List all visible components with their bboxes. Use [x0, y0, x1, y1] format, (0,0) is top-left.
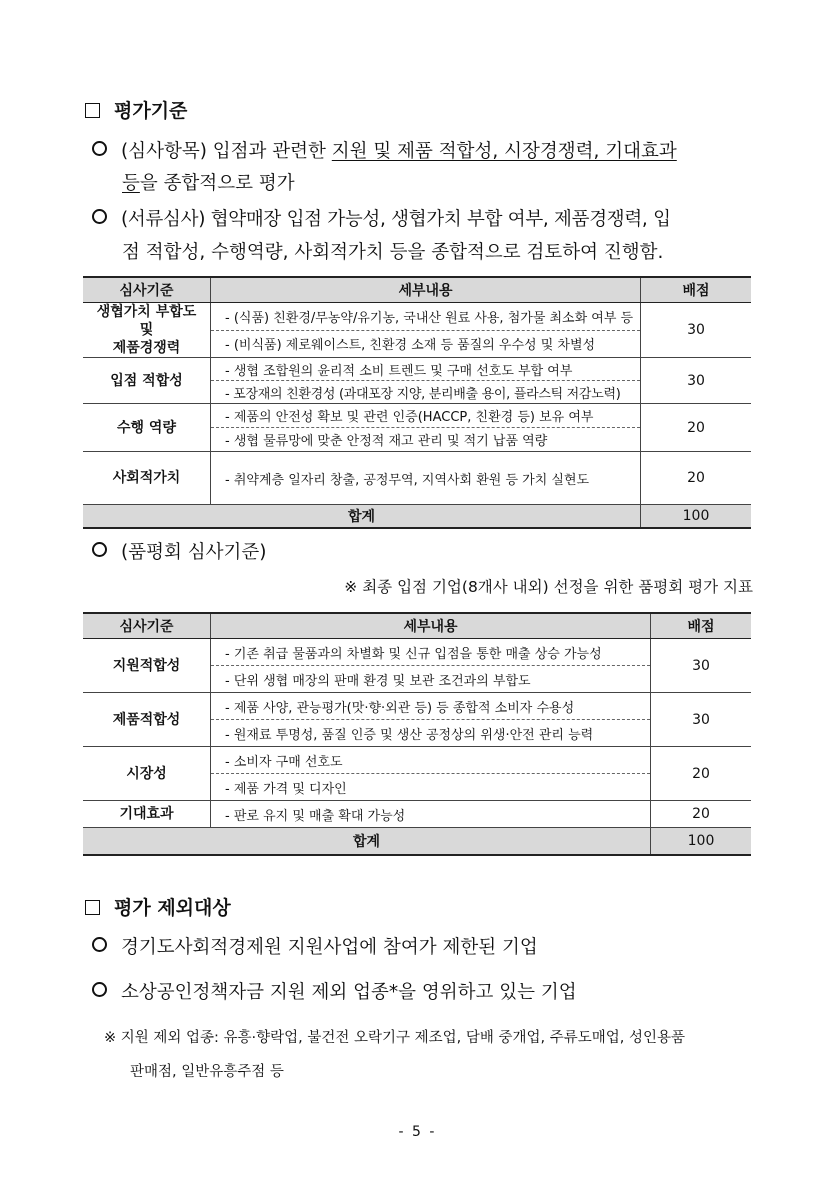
section-heading-criteria [85, 96, 187, 123]
total-label: 합계 [83, 505, 641, 529]
bullet-tasting-criteria [92, 540, 266, 566]
score-cell: 30 [641, 303, 752, 358]
detail-cell: - 단위 생협 매장의 판매 환경 및 보관 조건과의 부합도 [211, 666, 651, 693]
tasting-note: ※ 최종 입점 기업(8개사 내외) 선정을 위한 품평회 평가 지표 [344, 578, 753, 596]
bullet-text: 경기도사회적경제원 지원사업에 참여가 제한된 기업 [121, 937, 538, 958]
table-row [83, 358, 751, 381]
total-row [83, 505, 751, 529]
checkbox-square-icon [85, 900, 100, 915]
score-cell: 20 [651, 747, 752, 801]
tasting-review-table [83, 612, 751, 856]
criterion-cell: 사회적가치 [83, 452, 211, 505]
detail-cell: - 제품의 안전성 확보 및 관련 인증(HACCP, 친환경 등) 보유 여부 [211, 404, 641, 428]
criterion-cell: 시장성 [83, 747, 211, 801]
score-cell: 30 [641, 358, 752, 404]
total-row [83, 828, 751, 856]
table-row [83, 639, 751, 666]
bullet-underlined-text: 지원 및 제품 적합성, 시장경쟁력, 기대효과 [331, 141, 677, 162]
detail-cell: - 판로 유지 및 매출 확대 가능성 [211, 801, 651, 828]
circle-bullet-icon [92, 141, 107, 156]
circle-bullet-icon [92, 937, 107, 952]
column-header-details: 세부내용 [211, 613, 651, 639]
detail-cell: - (비식품) 제로웨이스트, 친환경 소재 등 품질의 우수성 및 차별성 [211, 330, 641, 358]
criterion-cell: 수행 역량 [83, 404, 211, 452]
bullet-exclusion-2 [92, 980, 577, 1006]
bullet-document-review [92, 207, 671, 233]
table-row [83, 404, 751, 428]
detail-cell: - 생협 물류망에 맞춘 안정적 재고 관리 및 적기 납품 역량 [211, 428, 641, 452]
bullet-continuation [122, 171, 295, 197]
table-row [83, 693, 751, 720]
score-cell: 20 [651, 801, 752, 828]
score-cell: 20 [641, 452, 752, 505]
document-review-table [83, 276, 751, 529]
exclusion-note-continuation: 판매점, 일반유흥주점 등 [130, 1064, 284, 1080]
detail-cell: - 제품 가격 및 디자인 [211, 774, 651, 801]
column-header-score: 배점 [641, 277, 752, 303]
continuation-text: 을 종합적으로 평가 [139, 173, 295, 194]
table-row [83, 303, 751, 331]
checkbox-square-icon [85, 103, 100, 118]
section-title: 평가기준 [114, 100, 188, 122]
circle-bullet-icon [92, 542, 107, 557]
detail-cell: - 취약계층 일자리 창출, 공정무역, 지역사회 환원 등 가치 실현도 [211, 452, 641, 505]
table-row [83, 801, 751, 828]
circle-bullet-icon [92, 982, 107, 997]
circle-bullet-icon [92, 209, 107, 224]
detail-cell: - 생협 조합원의 윤리적 소비 트렌드 및 구매 선호도 부합 여부 [211, 358, 641, 381]
total-score: 100 [641, 505, 752, 529]
column-header-criterion: 심사기준 [83, 613, 211, 639]
section-heading-exclusions [85, 893, 231, 920]
detail-cell: - 원재료 투명성, 품질 인증 및 생산 공정상의 위생·안전 관리 능력 [211, 720, 651, 747]
total-score: 100 [651, 828, 752, 856]
column-header-criterion: 심사기준 [83, 277, 211, 303]
bullet-review-items [92, 139, 677, 165]
bullet-text: (심사항목) 입점과 관련한 [121, 141, 332, 162]
section-title: 평가 제외대상 [114, 897, 231, 919]
bullet-exclusion-1 [92, 935, 538, 961]
detail-cell: - 제품 사양, 관능평가(맛·향·외관 등) 등 종합적 소비자 수용성 [211, 693, 651, 720]
column-header-score: 배점 [651, 613, 752, 639]
table-row [83, 452, 751, 505]
total-label: 합계 [83, 828, 651, 856]
column-header-details: 세부내용 [211, 277, 641, 303]
criterion-cell: 입점 적합성 [83, 358, 211, 404]
score-cell: 30 [651, 693, 752, 747]
detail-cell: - 포장재의 친환경성 (과대포장 지양, 분리배출 용이, 플라스틱 저감노력) [211, 381, 641, 404]
criterion-cell [83, 303, 211, 358]
criterion-text: 생협가치 부합도 및 제품경쟁력 [96, 304, 197, 356]
bullet-text: (품평회 심사기준) [121, 542, 267, 563]
bullet-text: (서류심사) 협약매장 입점 가능성, 생협가치 부합 여부, 제품경쟁력, 입 [121, 209, 671, 230]
score-cell: 20 [641, 404, 752, 452]
bullet-continuation: 점 적합성, 수행역량, 사회적가치 등을 종합적으로 검토하여 진행함. [122, 242, 664, 263]
criterion-cell: 지원적합성 [83, 639, 211, 693]
table-row [83, 747, 751, 774]
criterion-cell: 기대효과 [83, 801, 211, 828]
detail-cell: - 소비자 구매 선호도 [211, 747, 651, 774]
page-number: - 5 - [398, 1124, 437, 1140]
detail-cell: - 기존 취급 물품과의 차별화 및 신규 입점을 통한 매출 상승 가능성 [211, 639, 651, 666]
criterion-cell: 제품적합성 [83, 693, 211, 747]
score-cell: 30 [651, 639, 752, 693]
bullet-text: 소상공인정책자금 지원 제외 업종*을 영위하고 있는 기업 [121, 982, 577, 1003]
detail-cell: - (식품) 친환경/무농약/유기농, 국내산 원료 사용, 첨가물 최소화 여부 등 [211, 303, 641, 331]
exclusion-note: ※ 지원 제외 업종: 유흥·향락업, 불건전 오락기구 제조업, 담배 중개업, 주류도매업, 성인용품 [104, 1030, 686, 1046]
underlined-word: 등 [122, 173, 140, 194]
